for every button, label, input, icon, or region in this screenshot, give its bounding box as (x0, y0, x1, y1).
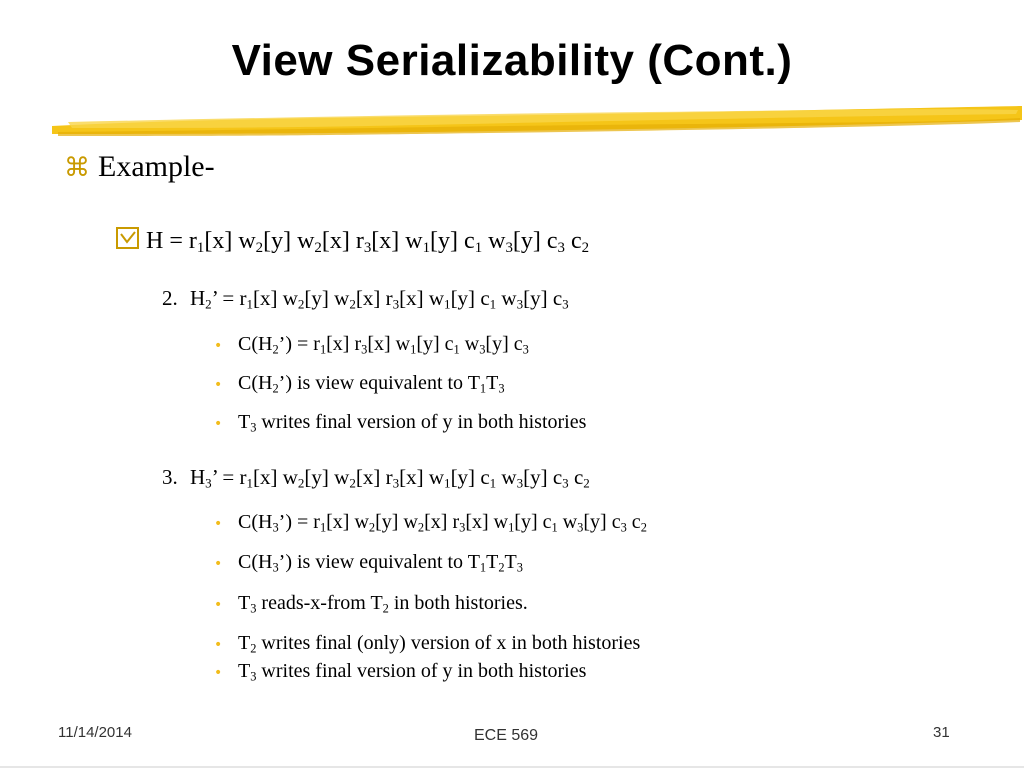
item-2-history: 2. $H_2$’ = $r_1[x]$ $w_2[y]$ $w_2[x]$ $r_3[x]$ $w_1[y]$ $c_1$ $w_3[y]$ $c_3$ (162, 286, 569, 312)
footer-course: ECE 569 (474, 727, 539, 744)
item-2-bullet-3: • $T_3$ writes final version of y in both histories (214, 411, 587, 435)
bullet-dot-icon: • (214, 516, 223, 532)
title-underline-stroke (48, 100, 1024, 144)
slide-title: View Serializability (Cont.) (231, 36, 793, 85)
bullet-dot-icon: • (214, 597, 223, 613)
footer-date: 11/14/2014 (58, 724, 132, 741)
item-3-bullet-3: • $T_3$ reads-x-from $T_2$ in both histories. (214, 592, 528, 616)
item-3-history: 3. $H_3$’ = $r_1[x]$ $w_2[y]$ $w_2[x]$ $r_3[x]$ $w_1[y]$ $c_1$ $w_3[y]$ $c_3$ $c_2$ (162, 465, 590, 491)
item-number: 2. (162, 286, 178, 310)
item-3-bullet-4: • $T_2$ writes final (only) version of x in both histories (214, 632, 641, 656)
checkbox-check-icon (116, 226, 140, 250)
footer-page-number: 31 (933, 724, 950, 741)
item-3-bullet-1: • $C(H_3’) = r_1[x]$ $w_2[y]$ $w_2[x]$ $r_3[x]$ $w_1[y]$ $c_1$ $w_3[y]$ $c_3$ $c_2$ (214, 511, 647, 535)
bullet-dot-icon: • (214, 556, 223, 572)
bullet-dot-icon: • (214, 338, 223, 354)
item-2-bullet-1: • $C(H_2’) = r_1[x]$ $r_3[x]$ $w_1[y]$ $c_1$ $w_3[y]$ $c_3$ (214, 333, 529, 357)
item-2-bullet-2: • $C(H_2’)$ is view equivalent to $T_1T_3$ (214, 372, 505, 396)
bullet-dot-icon: • (214, 637, 223, 653)
command-icon: ⌘ (64, 153, 90, 183)
item-3-bullet-2: • $C(H_3’)$ is view equivalent to $T_1T_2T_3$ (214, 551, 523, 575)
history-h-line: $H = r_1[x]$ $w_2[y]$ $w_2[x]$ $r_3[x]$ $w_1[y]$ $c_1$ $w_3[y]$ $c_3$ $c_2$ (116, 226, 589, 255)
bullet-dot-icon: • (214, 377, 223, 393)
bullet-dot-icon: • (214, 416, 223, 432)
example-heading: Example- (98, 150, 215, 183)
item-number: 3. (162, 465, 178, 489)
item-3-bullet-5: • $T_3$ writes final version of y in both histories (214, 660, 587, 684)
level1-item (64, 150, 215, 184)
bullet-dot-icon: • (214, 665, 223, 681)
